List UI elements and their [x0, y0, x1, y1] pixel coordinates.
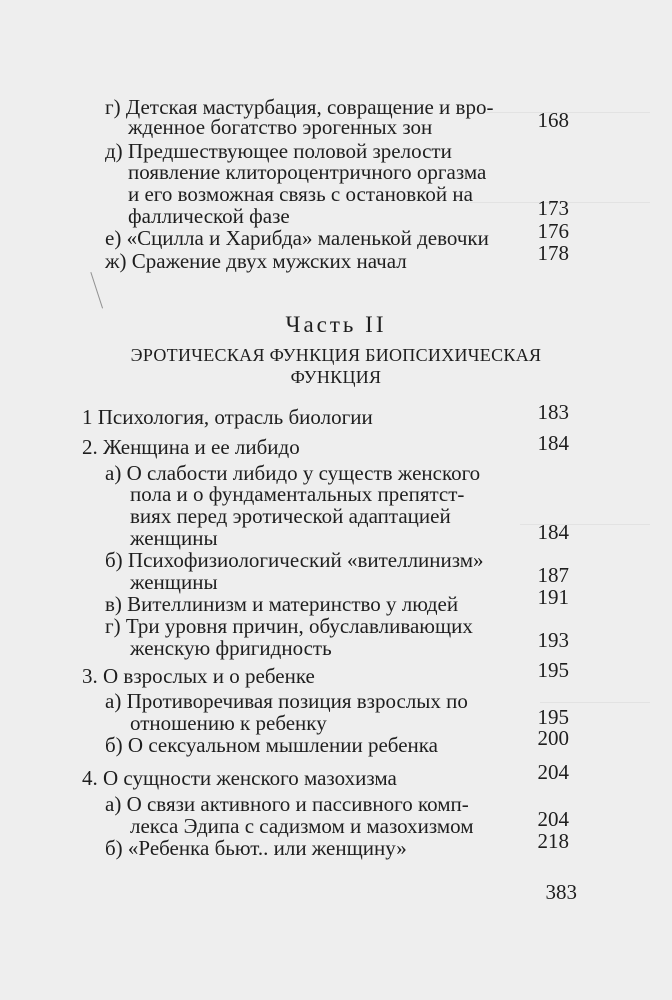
- toc-page-number: 168: [537, 108, 569, 132]
- toc-page-number: 218: [537, 829, 569, 853]
- toc-entry-line: женщины: [130, 526, 218, 550]
- toc-page-number: 193: [537, 628, 569, 652]
- toc-page-number: 195: [537, 658, 569, 682]
- toc-page-number: 200: [537, 726, 569, 750]
- toc-page-number: 178: [537, 241, 569, 265]
- toc-page-number: 204: [537, 760, 569, 784]
- toc-page-number: 173: [537, 196, 569, 220]
- toc-entry-line: 4. О сущности женского мазохизма: [82, 766, 397, 790]
- toc-entry-line: женщины: [130, 570, 218, 594]
- toc-page-number: 204: [537, 807, 569, 831]
- toc-entry-line: 3. О взрослых и о ребенке: [82, 664, 315, 688]
- toc-entry-line: появление клитороцентричного оргазма: [128, 160, 487, 184]
- toc-page-number: 184: [537, 431, 569, 455]
- toc-entry-line: и его возможная связь с остановкой на: [128, 182, 473, 206]
- part-subtitle: [0, 344, 672, 388]
- toc-entry-line: лекса Эдипа с садизмом и мазохизмом: [130, 814, 474, 838]
- toc-entry-line: 1 Психология, отрасль биологии: [82, 405, 373, 429]
- toc-entry-line: в) Вителлинизм и материнство у людей: [105, 592, 459, 616]
- toc-entry-line: пола и о фундаментальных препятст-: [130, 482, 465, 506]
- toc-entry-line: а) О связи активного и пассивного комп-: [105, 792, 469, 816]
- toc-page-number: 187: [537, 563, 569, 587]
- toc-entry-line: е) «Сцилла и Харибда» маленькой девочки: [105, 226, 489, 250]
- pencil-mark: [90, 270, 110, 309]
- toc-entry-line: а) О слабости либидо у существ женского: [105, 461, 481, 485]
- toc-page-number: 184: [537, 520, 569, 544]
- page-number: 383: [545, 880, 577, 904]
- toc-entry-line: б) Психофизиологический «вителлинизм»: [105, 548, 484, 572]
- toc-entry-line: г) Три уровня причин, обуславливающих: [105, 614, 473, 638]
- toc-entry-line: женскую фригидность: [130, 636, 332, 660]
- toc-entry-line: а) Противоречивая позиция взрослых по: [105, 689, 468, 713]
- toc-entry-line: отношению к ребенку: [130, 711, 327, 735]
- toc-entry-line: фаллической фазе: [128, 204, 290, 228]
- part-subtitle-line: ФУНКЦИЯ: [290, 367, 382, 387]
- part-subtitle-line: ЭРОТИЧЕСКАЯ ФУНКЦИЯ БИОПСИХИЧЕСКАЯ: [130, 345, 542, 365]
- toc-entry-line: жденное богатство эрогенных зон: [128, 115, 433, 139]
- toc-entry-line: г) Детская мастурбация, совращение и вро-: [105, 95, 494, 119]
- part-title: Часть II: [285, 312, 387, 337]
- toc-page-number: 176: [537, 219, 569, 243]
- toc-page-number: 191: [537, 585, 569, 609]
- toc-page-number: 183: [537, 400, 569, 424]
- bleed-through-mark: [540, 690, 650, 703]
- toc-entry-line: ж) Сражение двух мужских начал: [105, 249, 407, 273]
- toc-entry-line: д) Предшествующее половой зрелости: [105, 139, 452, 163]
- toc-entry-line: 2. Женщина и ее либидо: [82, 435, 300, 459]
- toc-entry-line: б) О сексуальном мышлении ребенка: [105, 733, 438, 757]
- toc-entry-line: б) «Ребенка бьют.. или женщину»: [105, 836, 407, 860]
- toc-page-number: 195: [537, 705, 569, 729]
- toc-entry-line: виях перед эротической адаптацией: [130, 504, 451, 528]
